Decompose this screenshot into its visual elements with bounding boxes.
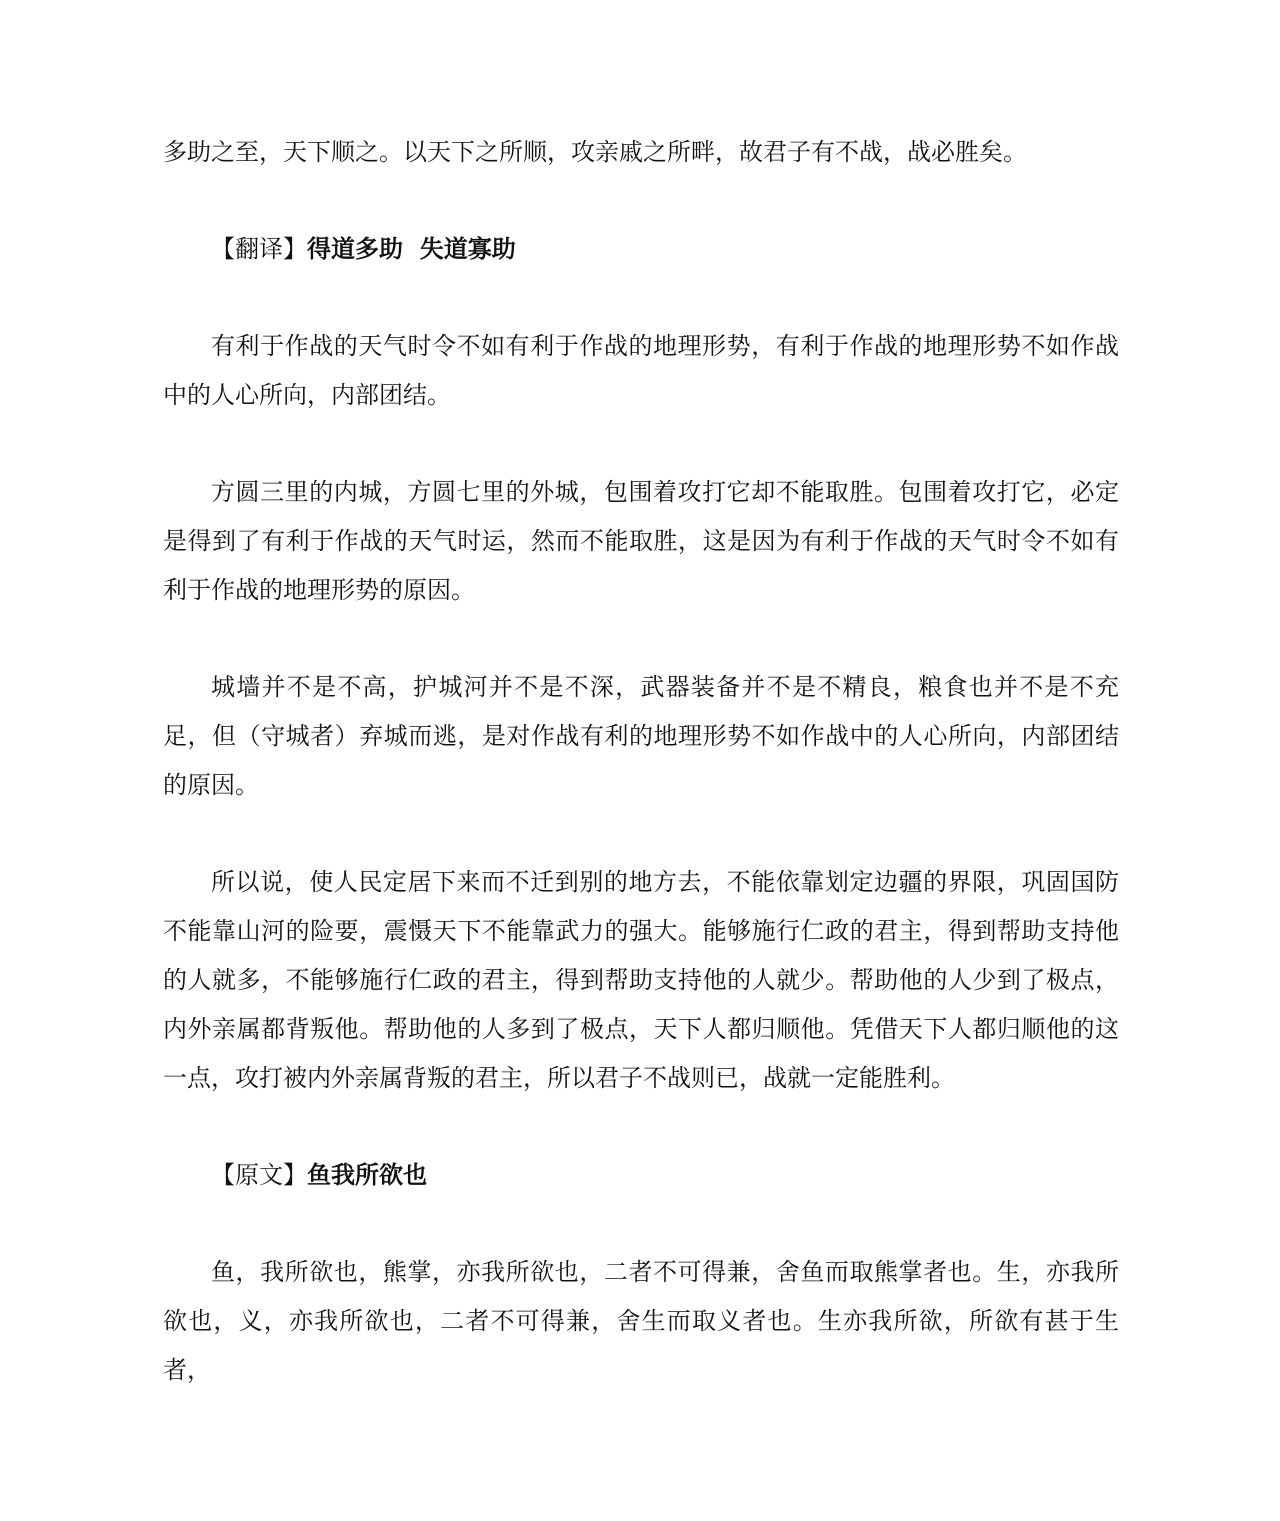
paragraph-translation-1: 有利于作战的天气时令不如有利于作战的地理形势，有利于作战的地理形势不如作战中的人心所向，内部团结。: [163, 332, 1119, 409]
section-heading-original: [163, 1151, 1119, 1200]
spacer: [163, 274, 1119, 322]
paragraph-translation-4: 所以说，使人民定居下来而不迁到别的地方去，不能依靠划定边疆的界限，巩固国防不能靠山河的险要，震慑天下不能靠武力的强大。能够施行仁政的君主，得到帮助支持他的人就多，不能够施行仁政的君主，得到帮助支持他的人就少。帮助他的人少到了极点，内外亲属都背叛他。帮助他的人多到了极点，天下人都归顺他。凭借天下人都归顺他的这一点，攻打被内外亲属背叛的君主，所以君子不战则已，战就一定能胜利。: [163, 868, 1119, 1092]
spacer: [163, 420, 1119, 468]
spacer: [163, 177, 1119, 225]
heading-title: 得道多助 失道寡助: [307, 235, 516, 263]
spacer: [163, 810, 1119, 858]
heading-label: 【原文】: [211, 1161, 307, 1189]
paragraph-translation-2: 方圆三里的内城，方圆七里的外城，包围着攻打它却不能取胜。包围着攻打它，必定是得到了有利于作战的天气时运，然而不能取胜，这是因为有利于作战的天气时令不如有利于作战的地理形势的原因。: [163, 478, 1119, 604]
spacer: [163, 1200, 1119, 1248]
document-page: [163, 128, 1119, 1395]
spacer: [163, 615, 1119, 663]
heading-title: 鱼我所欲也: [307, 1161, 427, 1189]
paragraph-translation-3: 城墙并不是不高，护城河并不是不深，武器装备并不是不精良，粮食也并不是不充足，但（守城者）弃城而逃，是对作战有利的地理形势不如作战中的人心所向，内部团结的原因。: [163, 673, 1119, 799]
paragraph-original-1: 鱼，我所欲也，熊掌，亦我所欲也，二者不可得兼，舍鱼而取熊掌者也。生，亦我所欲也，义，亦我所欲也，二者不可得兼，舍生而取义者也。生亦我所欲，所欲有甚于生者，: [163, 1258, 1119, 1384]
paragraph-continuation: 多助之至，天下顺之。以天下之所顺，攻亲戚之所畔，故君子有不战，战必胜矣。: [163, 138, 1027, 166]
spacer: [163, 1103, 1119, 1151]
section-heading-translation: [163, 225, 1119, 274]
heading-label: 【翻译】: [211, 235, 307, 263]
